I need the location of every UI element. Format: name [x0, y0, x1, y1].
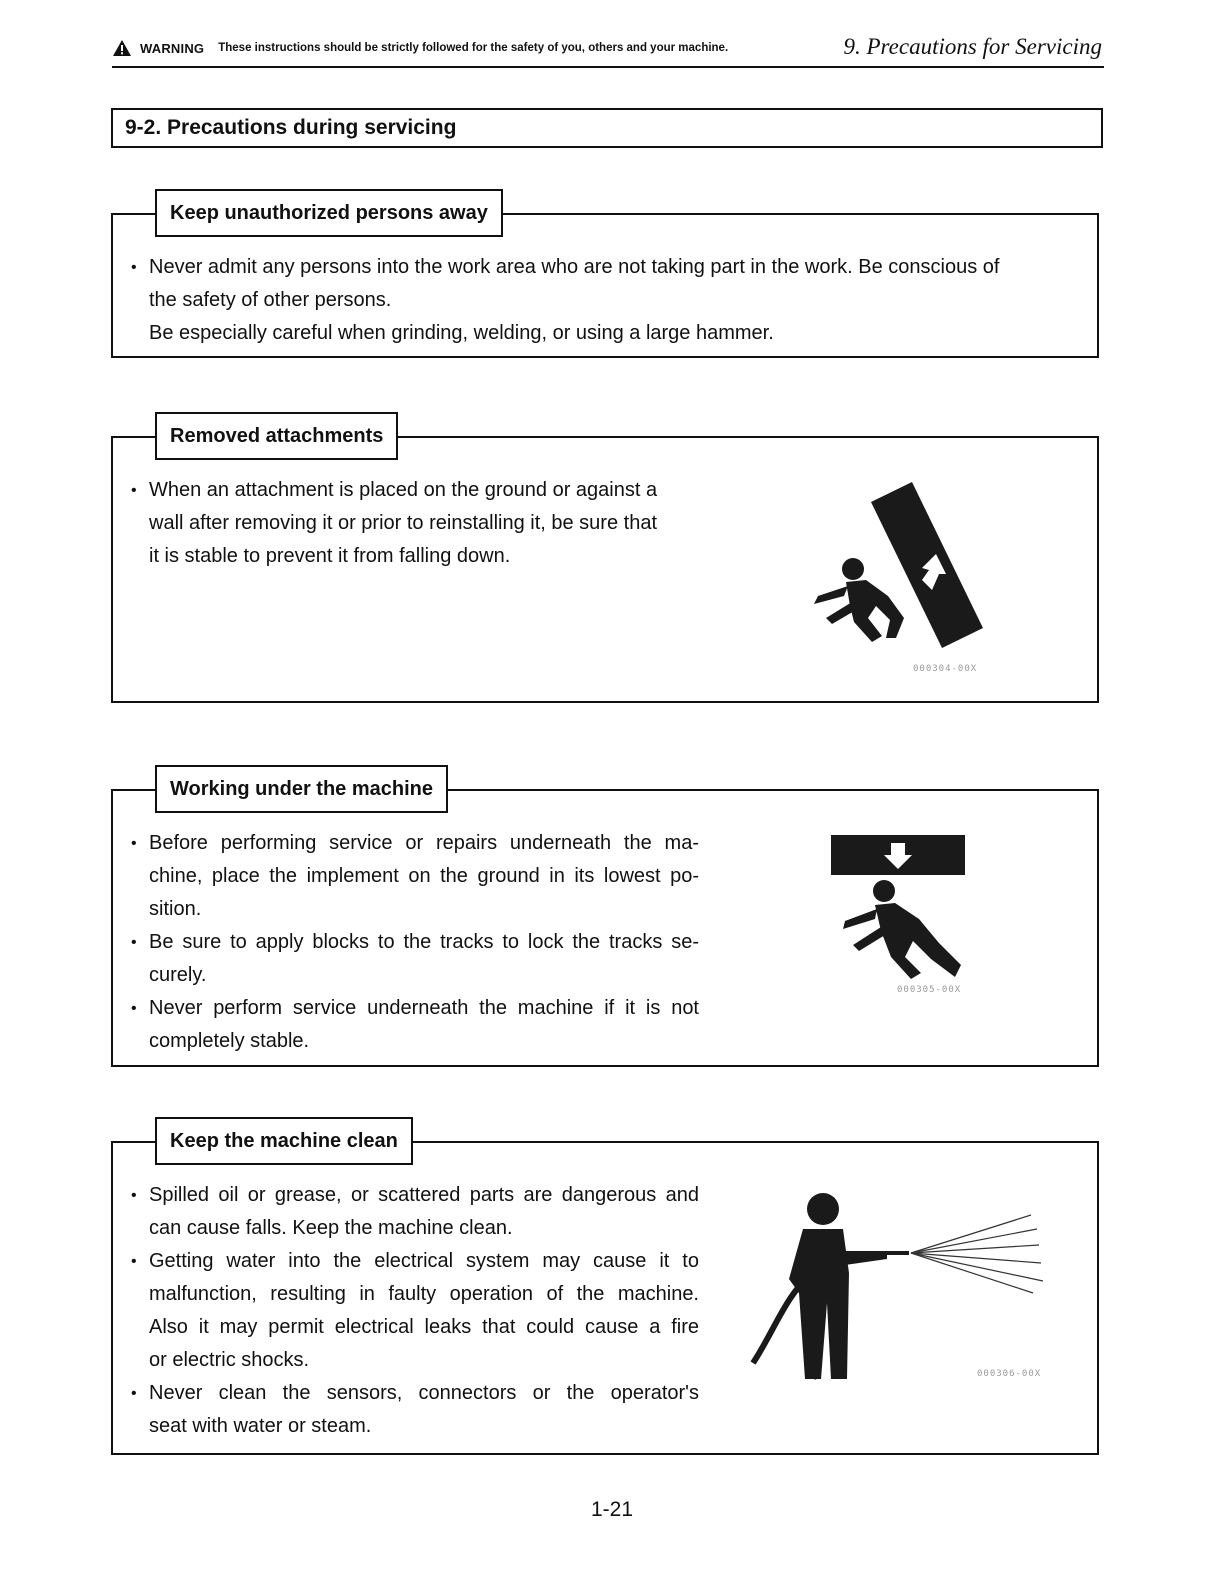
figure-code: 000305-00X [897, 985, 962, 995]
list-item [127, 1377, 699, 1443]
list-item [127, 827, 699, 926]
warning-triangle-icon [112, 39, 132, 57]
box-removed-attachments [111, 424, 1099, 703]
falling-attachment-pictogram [808, 478, 998, 658]
list-item [127, 1179, 699, 1245]
list-item [127, 1245, 699, 1377]
box-title: Removed attachments [155, 412, 398, 460]
bullet-list [127, 474, 657, 573]
page-number: 1-21 [590, 1498, 634, 1521]
text-line: • Never perform service underneath the machine if it is not [149, 997, 699, 1019]
warning-banner [112, 39, 728, 57]
box-title: Keep the machine clean [155, 1117, 413, 1165]
list-item [127, 992, 699, 1058]
text-line: sition. [149, 898, 202, 920]
text-line: • Before performing service or repairs underneath the ma- [149, 832, 699, 854]
box-title: Keep unauthorized persons away [155, 189, 503, 237]
box-keep-machine-clean [111, 1129, 1099, 1455]
page-header [112, 34, 1104, 68]
bullet-list [127, 251, 999, 350]
pressure-washer-pictogram [747, 1183, 1057, 1383]
text-line: malfunction, resulting in faulty operation of the machine. [149, 1283, 699, 1305]
text-line: • Getting water into the electrical system may cause it to [149, 1250, 699, 1272]
list-item [127, 926, 699, 992]
text-line: Also it may permit electrical leaks that could cause a fire [149, 1316, 699, 1338]
list-item [127, 474, 657, 573]
text-line: curely. [149, 964, 207, 986]
box-title: Working under the machine [155, 765, 448, 813]
text-line: completely stable. [149, 1030, 310, 1052]
text-line: the safety of other persons. [149, 289, 392, 311]
text-line: • Be sure to apply blocks to the tracks to lock the tracks se- [149, 931, 699, 953]
warning-text: These instructions should be strictly followed for the safety of you, others and your machine. [218, 42, 729, 54]
text-line: seat with water or steam. [149, 1415, 372, 1437]
text-line: it is stable to prevent it from falling down. [149, 545, 511, 567]
figure-code: 000304-00X [913, 664, 978, 674]
text-line: • Never clean the sensors, connectors or the operator's [149, 1382, 699, 1404]
bullet-list [127, 827, 699, 1058]
text-line: • Spilled oil or grease, or scattered parts are dangerous and [149, 1184, 699, 1206]
text-line: or electric shocks. [149, 1349, 310, 1371]
crushing-hazard-pictogram [829, 833, 969, 983]
warning-label: WARNING [140, 40, 205, 56]
list-item [127, 251, 999, 350]
box-unauthorized-persons [111, 201, 1099, 358]
text-line: wall after removing it or prior to reinstalling it, be sure that [149, 512, 657, 534]
text-line: • Never admit any persons into the work area who are not taking part in the work. Be conscious of [149, 256, 1000, 278]
bullet-list [127, 1179, 699, 1443]
text-line: chine, place the implement on the ground in its lowest po- [149, 865, 699, 887]
section-title: 9-2. Precautions during servicing [125, 116, 457, 139]
section-title-box [111, 108, 1103, 148]
text-line: • When an attachment is placed on the ground or against a [149, 479, 658, 501]
chapter-title: 9. Precautions for Servicing [843, 34, 1102, 59]
box-working-under-machine [111, 777, 1099, 1067]
text-line: can cause falls. Keep the machine clean. [149, 1217, 513, 1239]
figure-code: 000306-00X [977, 1369, 1042, 1379]
text-line: Be especially careful when grinding, welding, or using a large hammer. [149, 322, 774, 344]
